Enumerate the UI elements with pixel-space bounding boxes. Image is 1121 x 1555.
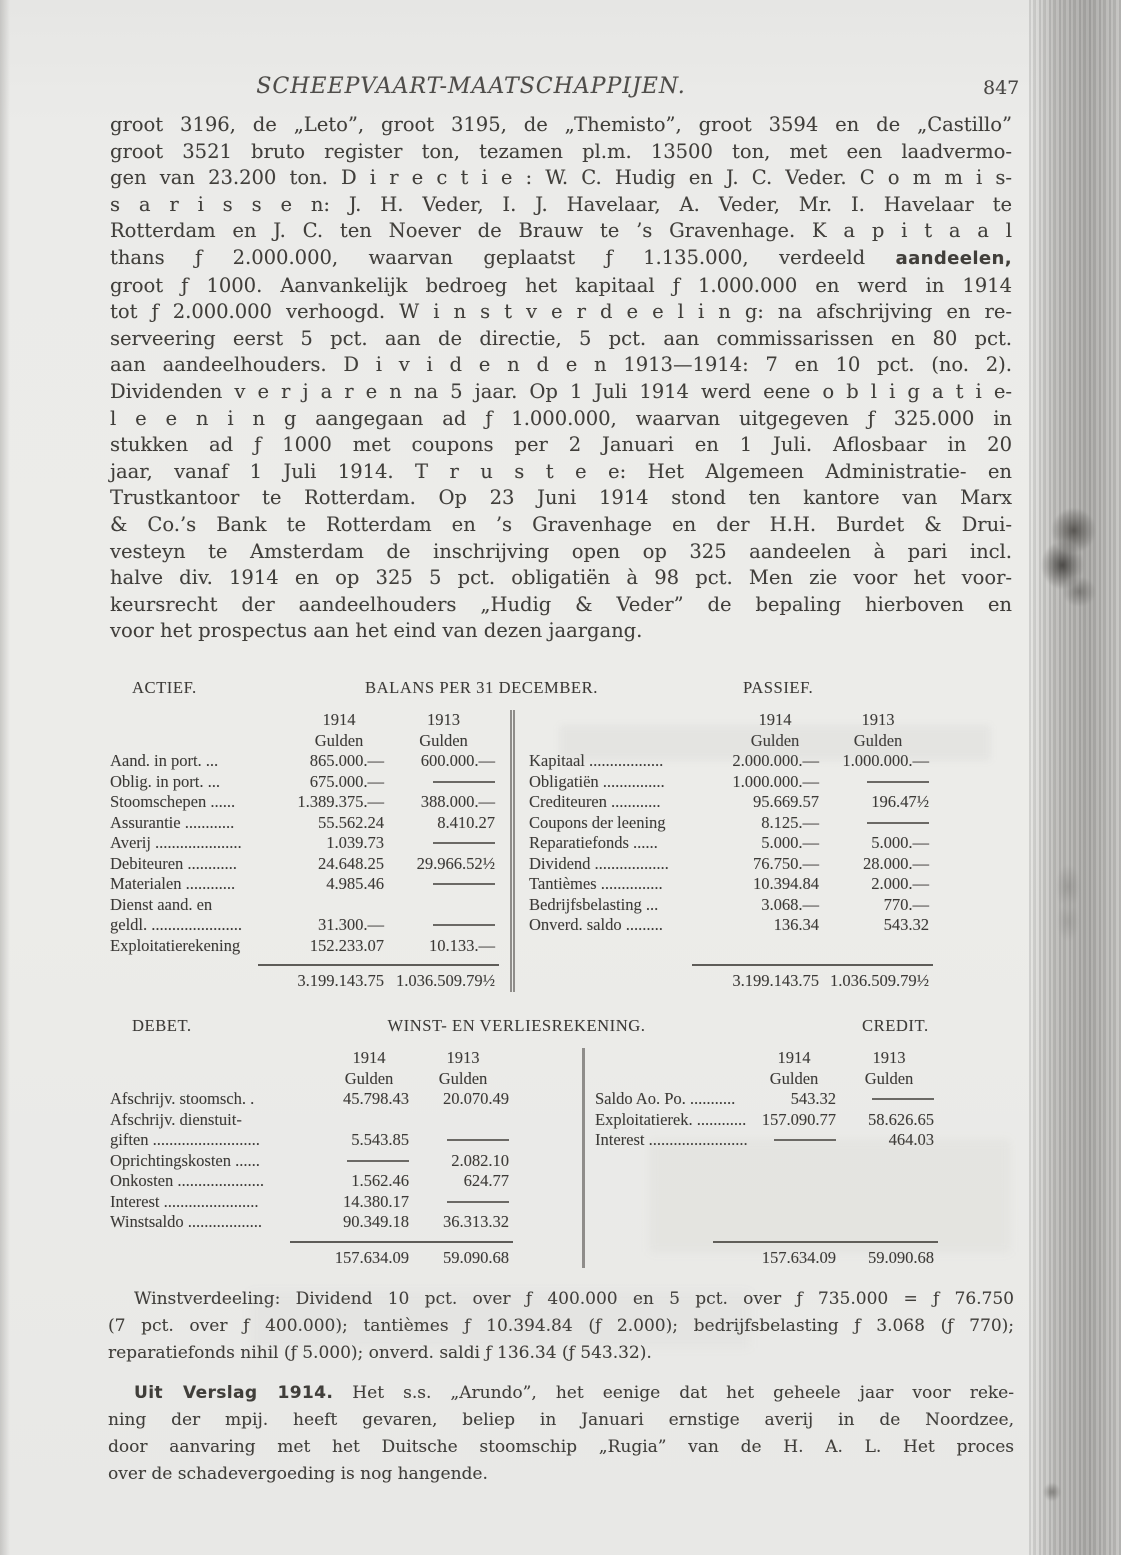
spacer <box>110 1248 325 1269</box>
amount-cell: 4.985.46 <box>326 874 384 893</box>
label-cell: Oprichtingskosten ...... <box>110 1150 260 1170</box>
debet-column <box>110 1048 585 1268</box>
amount-cell <box>388 772 499 793</box>
table-row <box>529 792 933 813</box>
ink-smudge <box>1040 504 1096 606</box>
amount-cell <box>325 1151 413 1172</box>
total-amount: 59.090.68 <box>443 1247 509 1267</box>
text-line <box>108 1380 1014 1407</box>
page-left-edge-shadow <box>0 0 10 1555</box>
blank-dash <box>347 1160 409 1162</box>
amount-cell: 5.000.— <box>871 833 929 852</box>
text-segment: Dividenden v e r j a r e n na 5 jaar. Op 1 Juli 1914 werd eene o b l i g a t i e- <box>110 379 1012 403</box>
label-cell: Afschrijv. stoomsch. . <box>110 1089 255 1108</box>
amount-cell: 55.562.24 <box>318 812 384 832</box>
blank-dash <box>433 842 495 844</box>
amount-cell: 196.47½ <box>871 792 929 811</box>
text-segment: jaar, vanaf 1 Juli 1914. T r u s t e e: Het Algemeen Administratie- en <box>110 459 1012 483</box>
text-segment: tot ƒ 2.000.000 verhoogd. W i n s t v e r d e e l i n g: na afschrijving en re- <box>110 300 1012 324</box>
amount-cell <box>388 895 499 916</box>
amount-cell <box>325 1110 413 1131</box>
table-row <box>529 854 933 875</box>
amount-cell: 45.798.43 <box>343 1089 409 1108</box>
year-label: 1913 <box>427 710 460 729</box>
text-segment: aan aandeelhouders. D i v i d e n d e n 1913—1914: 7 en 10 pct. (no. 2). <box>110 353 1012 377</box>
amount-cell: 624.77 <box>463 1171 509 1190</box>
bold-text: aandeelen, <box>895 247 1012 269</box>
amount-cell: 28.000.— <box>863 853 929 873</box>
text-segment: ning der mpij. heeft gevaren, beliep in Januari ernstige averij in de Noordzee, <box>108 1410 1014 1430</box>
total-amount: 1.036.509.79½ <box>830 970 929 990</box>
text-segment: groot ƒ 1000. Aanvankelijk bedroeg het kapitaal ƒ 1.000.000 en werd in 1914 <box>110 273 1012 297</box>
label-cell: Dienst aand. en <box>110 894 213 914</box>
text-segment: groot 3521 bruto register ton, tezamen pl.m. 13500 ton, met een laadvermo- <box>110 139 1012 163</box>
currency-header-row <box>110 1069 582 1090</box>
amount-cell: 8.410.27 <box>437 812 495 832</box>
amount-cell <box>388 833 499 854</box>
spacer <box>110 1048 325 1069</box>
table-row <box>110 874 510 895</box>
label-cell: Obligatiën ............... <box>529 771 665 791</box>
winst-verlies-title: WINST- EN VERLIESREKENING. <box>387 1016 646 1035</box>
amount-cell <box>823 772 933 793</box>
show-through-ghost <box>560 726 990 760</box>
table-row <box>529 915 933 936</box>
amount-cell <box>413 1192 513 1213</box>
text-line <box>108 1407 1014 1434</box>
debet-totals-row <box>110 1248 582 1269</box>
spacer <box>110 710 290 731</box>
total-amount: 59.090.68 <box>868 1247 934 1267</box>
text-line <box>110 459 1012 486</box>
label-cell: Afschrijv. dienstuit- <box>110 1109 242 1129</box>
text-line <box>110 352 1012 379</box>
label-cell: Aand. in port. ... <box>110 751 219 770</box>
text-segment: Rotterdam en J. C. ten Noever de Brauw te ’s Gravenhage. K a p i t a a l <box>110 219 1012 243</box>
text-segment: l e e n i n g aangegaan ad ƒ 1.000.000, waarvan uitgegeven ƒ 325.000 in <box>110 406 1012 430</box>
text-segment: halve div. 1914 en op 325 5 pct. obligatiën à 98 pct. Men zie voor het voor- <box>110 566 1012 590</box>
text-line <box>110 485 1012 512</box>
amount-cell <box>823 813 933 834</box>
text-line <box>110 218 1012 245</box>
amount-cell: 5.000.— <box>761 833 819 852</box>
text-segment: s a r i s s e n: J. H. Veder, I. J. Havelaar, A. Veder, Mr. I. Havelaar te <box>110 192 1012 216</box>
totals-rule <box>290 1241 513 1243</box>
text-segment: Winstverdeeling: Dividend 10 pct. over ƒ 400.000 en 5 pct. over ƒ 735.000 = ƒ 76.750 <box>134 1289 1014 1309</box>
text-segment: thans ƒ 2.000.000, waarvan geplaatst ƒ 1.135.000, verdeeld <box>110 245 896 269</box>
table-row <box>595 1089 938 1110</box>
amount-cell: 8.125.— <box>761 812 819 832</box>
label-cell: Exploitatierek. ............ <box>595 1109 747 1129</box>
totals-rule <box>692 964 933 966</box>
amount-cell: 1.389.375.— <box>297 792 384 811</box>
currency-label: Gulden <box>314 730 364 750</box>
table-row <box>529 813 933 834</box>
year-label: 1914 <box>758 710 792 729</box>
text-line <box>110 512 1012 539</box>
actief-rows <box>110 751 510 956</box>
table-row <box>595 1110 938 1131</box>
blank-dash <box>867 781 929 783</box>
table-row <box>110 1171 582 1192</box>
ink-smudge <box>1052 866 1084 940</box>
table-row <box>110 895 510 916</box>
actief-heading: ACTIEF. <box>132 678 197 697</box>
credit-heading: CREDIT. <box>862 1016 929 1035</box>
label-cell: Onkosten ..................... <box>110 1171 264 1190</box>
amount-cell: 388.000.— <box>420 792 495 811</box>
amount-cell: 58.626.65 <box>868 1109 934 1129</box>
text-segment: groot 3196, de „Leto”, groot 3195, de „Themisto”, groot 3594 en de „Castillo” <box>110 113 1012 136</box>
passief-rows <box>529 751 933 936</box>
blank-dash <box>433 883 495 885</box>
show-through-ghost <box>250 1292 750 1348</box>
amount-cell: 14.380.17 <box>343 1191 409 1211</box>
table-row <box>110 915 510 936</box>
blank-dash <box>447 1201 509 1203</box>
amount-cell: 464.03 <box>888 1130 934 1149</box>
year-header-row <box>595 1048 938 1069</box>
table-row <box>529 833 933 854</box>
blank-dash <box>872 1098 934 1100</box>
text-line <box>110 326 1012 353</box>
total-amount: 3.199.143.75 <box>297 971 384 990</box>
blank-dash <box>867 822 929 824</box>
table-row <box>110 772 510 793</box>
text-segment: gen van 23.200 ton. D i r e c t i e : W. C. Hudig en J. C. Veder. C o m m i s- <box>110 166 1012 190</box>
table-row <box>529 772 933 793</box>
table-row <box>110 1110 582 1131</box>
text-segment: vesteyn te Amsterdam de inschrijving open op 325 aandeelen à pari incl. <box>110 539 1012 563</box>
spacer <box>595 1069 748 1090</box>
amount-cell: 10.133.— <box>429 935 495 955</box>
table-row <box>110 792 510 813</box>
text-segment: reparatiefonds nihil (ƒ 5.000); onverd. saldi ƒ 136.34 (ƒ 543.32). <box>108 1343 652 1363</box>
balans-title: BALANS PER 31 DECEMBER. <box>365 678 598 697</box>
text-segment: Trustkantoor te Rotterdam. Op 23 Juni 1914 stond ten kantore van Marx <box>110 486 1012 510</box>
amount-cell: 2.082.10 <box>451 1150 509 1170</box>
table-row <box>110 1089 582 1110</box>
currency-label: Gulden <box>864 1068 914 1088</box>
actief-column <box>110 710 515 992</box>
label-cell: Saldo Ao. Po. ........... <box>595 1089 736 1108</box>
year-label: 1914 <box>352 1048 386 1067</box>
text-segment: & Co.’s Bank te Rotterdam en ’s Gravenhage en der H.H. Burdet & Drui- <box>110 512 1012 536</box>
amount-cell: 24.648.25 <box>318 853 384 873</box>
text-line <box>108 1434 1014 1461</box>
year-header-row <box>110 1048 582 1069</box>
table-row <box>110 833 510 854</box>
table-row <box>110 1130 582 1151</box>
table-row <box>110 813 510 834</box>
label-cell: Winstsaldo .................. <box>110 1212 262 1231</box>
amount-cell: 1.562.46 <box>351 1171 409 1190</box>
total-amount: 1.036.509.79½ <box>396 971 495 990</box>
profit-loss-header <box>110 1016 1015 1042</box>
text-line <box>110 112 1012 139</box>
actief-totals-row <box>110 971 510 992</box>
label-cell: Exploitatierekening <box>110 935 241 955</box>
table-row <box>529 895 933 916</box>
amount-cell <box>840 1089 938 1110</box>
text-line <box>110 565 1012 592</box>
label-cell: Interest ........................ <box>595 1130 748 1149</box>
label-cell: Reparatiefonds ...... <box>529 833 658 852</box>
amount-cell: 95.669.57 <box>753 792 819 811</box>
uit-verslag-paragraph <box>108 1380 1014 1488</box>
currency-label: Gulden <box>438 1068 488 1088</box>
currency-label: Gulden <box>769 1068 819 1088</box>
blank-dash <box>433 924 495 926</box>
label-cell: Dividend .................. <box>529 853 669 873</box>
debet-rows <box>110 1089 582 1233</box>
amount-cell: 2.000.000.— <box>732 751 819 770</box>
total-amount: 157.634.09 <box>761 1247 836 1267</box>
label-cell: Bedrijfsbelasting ... <box>529 894 659 914</box>
currency-header-row <box>595 1069 938 1090</box>
text-segment: (7 pct. over ƒ 400.000); tantièmes ƒ 10.394.84 (ƒ 2.000); bedrijfsbelasting ƒ 3.068 (ƒ 770); <box>108 1316 1014 1336</box>
amount-cell <box>413 1130 513 1151</box>
table-row <box>110 751 510 772</box>
amount-cell: 76.750.— <box>753 853 819 873</box>
year-label: 1913 <box>446 1048 480 1067</box>
balance-sheet-header <box>110 678 1015 704</box>
currency-label: Gulden <box>750 730 800 750</box>
amount-cell: 865.000.— <box>309 751 384 770</box>
amount-cell: 10.394.84 <box>753 874 819 893</box>
total-amount: 157.634.09 <box>334 1247 409 1267</box>
spacer <box>110 971 290 992</box>
amount-cell: 157.090.77 <box>761 1109 836 1129</box>
label-cell: Kapitaal .................. <box>529 751 664 770</box>
amount-cell <box>388 874 499 895</box>
amount-cell: 3.068.— <box>761 894 819 914</box>
year-label: 1913 <box>872 1048 906 1067</box>
table-row <box>110 936 510 957</box>
text-segment: stukken ad ƒ 1000 met coupons per 2 Januari en 1 Juli. Aflosbaar in 20 <box>110 433 1012 457</box>
amount-cell: 20.070.49 <box>443 1089 509 1108</box>
year-label: 1913 <box>861 710 895 729</box>
table-row <box>110 854 510 875</box>
debet-heading: DEBET. <box>132 1016 192 1035</box>
text-line <box>110 299 1012 326</box>
label-cell: Stoomschepen ...... <box>110 792 236 811</box>
amount-cell: 770.— <box>883 894 929 914</box>
amount-cell: 36.313.32 <box>443 1212 509 1231</box>
passief-heading: PASSIEF. <box>743 678 814 697</box>
year-label: 1914 <box>777 1048 811 1067</box>
text-segment: voor het prospectus aan het eind van dezen jaargang. <box>110 619 643 643</box>
amount-cell: 136.34 <box>773 915 819 934</box>
amount-cell: 1.039.73 <box>326 833 384 852</box>
text-line <box>110 245 1012 273</box>
page-number: 847 <box>983 77 1020 99</box>
text-line <box>110 618 1012 645</box>
currency-label: Gulden <box>344 1068 394 1088</box>
totals-rule <box>258 964 499 966</box>
text-line <box>110 379 1012 406</box>
text-line <box>110 539 1012 566</box>
text-line <box>110 432 1012 459</box>
amount-cell <box>290 895 388 916</box>
amount-cell: 600.000.— <box>420 751 495 770</box>
amount-cell: 2.000.— <box>871 874 929 893</box>
ink-smudge <box>1040 1478 1064 1506</box>
text-segment: over de schadevergoeding is nog hangende. <box>108 1464 488 1484</box>
table-row <box>110 1212 582 1233</box>
label-cell: Debiteuren ............ <box>110 853 237 873</box>
year-label: 1914 <box>322 710 356 729</box>
spacer <box>529 971 727 992</box>
book-binding-edge <box>1029 0 1121 1555</box>
year-header-row <box>110 710 510 731</box>
amount-cell: 1.000.000.— <box>842 751 929 770</box>
text-line <box>108 1461 1014 1488</box>
label-cell: Coupons der leening <box>529 812 666 832</box>
amount-cell: 543.32 <box>883 915 929 934</box>
text-line <box>110 592 1012 619</box>
amount-cell: 31.300.— <box>318 915 384 934</box>
label-cell: Materialen ............ <box>110 874 236 893</box>
text-segment: door aanvaring met het Duitsche stoomschip „Rugia” van de H. A. L. Het proces <box>108 1437 1014 1457</box>
text-segment: Het s.s. „Arundo”, het eenige dat het geheele jaar voor reke- <box>333 1383 1014 1403</box>
bold-text: Uit Verslag 1914. <box>134 1383 334 1403</box>
label-cell: Interest ....................... <box>110 1191 259 1211</box>
table-row <box>110 1151 582 1172</box>
spacer <box>595 1048 748 1069</box>
total-amount: 3.199.143.75 <box>732 970 819 990</box>
currency-header-row <box>110 731 510 752</box>
currency-label: Gulden <box>419 730 468 750</box>
passief-totals-row <box>529 971 933 992</box>
amount-cell: 543.32 <box>790 1089 836 1108</box>
amount-cell: 90.349.18 <box>343 1212 409 1231</box>
table-row <box>529 874 933 895</box>
amount-cell <box>413 1110 513 1131</box>
amount-cell: 152.233.07 <box>309 935 384 955</box>
label-cell: Oblig. in port. ... <box>110 771 220 791</box>
currency-label: Gulden <box>853 730 903 750</box>
amount-cell <box>388 915 499 936</box>
label-cell: Tantièmes ............... <box>529 874 663 893</box>
amount-cell: 675.000.— <box>309 771 384 791</box>
blank-dash <box>433 781 495 783</box>
text-line <box>110 139 1012 166</box>
label-cell: Assurantie ............ <box>110 812 235 832</box>
amount-cell: 29.966.52½ <box>416 853 495 873</box>
running-head: SCHEEPVAART-MAATSCHAPPIJEN. <box>256 74 686 99</box>
amount-cell: 1.000.000.— <box>732 771 819 791</box>
text-line <box>110 406 1012 433</box>
blank-dash <box>447 1139 509 1141</box>
text-line <box>110 273 1012 300</box>
table-row <box>110 1192 582 1213</box>
show-through-ghost <box>650 1140 1010 1252</box>
label-cell: giften .......................... <box>110 1130 260 1149</box>
label-cell: geldl. ...................... <box>110 915 242 934</box>
text-line <box>110 165 1012 192</box>
text-segment: keursrecht der aandeelhouders „Hudig & Veder” de bepaling hierboven en <box>110 592 1012 616</box>
amount-cell: 5.543.85 <box>351 1130 409 1149</box>
body-paragraph <box>110 112 1012 645</box>
spacer <box>110 731 290 752</box>
label-cell: Onverd. saldo ......... <box>529 915 663 934</box>
spacer <box>110 1069 325 1090</box>
text-segment: serveering eerst 5 pct. aan de directie, 5 pct. aan commissarissen en 80 pct. <box>110 326 1012 350</box>
label-cell: Crediteuren ............ <box>529 792 661 811</box>
text-line <box>110 192 1012 219</box>
label-cell: Averij ..................... <box>110 833 242 852</box>
